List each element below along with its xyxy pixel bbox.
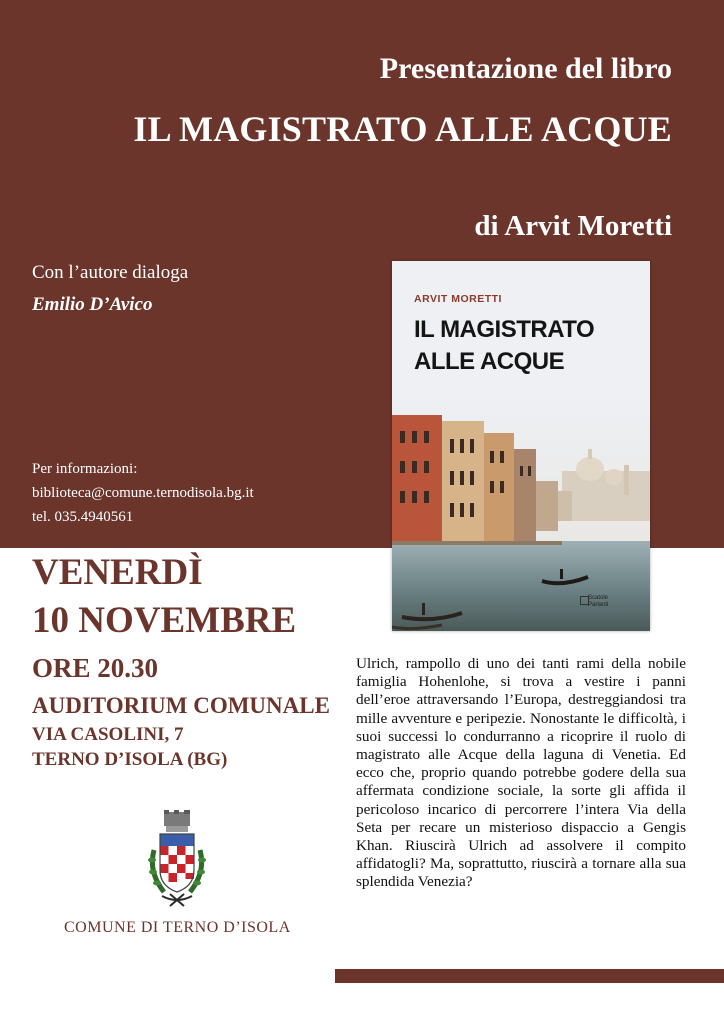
contact-phone[interactable]: tel. 035.4940561 bbox=[32, 509, 134, 525]
venice-canal-painting bbox=[392, 391, 650, 631]
event-date: 10 NOVEMBRE bbox=[32, 600, 297, 641]
municipality-name: COMUNE DI TERNO D’ISOLA bbox=[64, 919, 291, 936]
municipal-crest-icon bbox=[144, 810, 210, 910]
event-day: VENERDÌ bbox=[32, 552, 203, 593]
contact-info bbox=[32, 457, 254, 529]
book-cover-title-line2: ALLE ACQUE bbox=[414, 348, 565, 375]
author-heading: di Arvit Moretti bbox=[474, 210, 672, 242]
contact-email[interactable]: biblioteca@comune.ternodisola.bg.it bbox=[32, 485, 254, 501]
event-kicker: Presentazione del libro bbox=[379, 52, 672, 85]
publisher-line1: Scatole bbox=[588, 595, 609, 601]
dialogue-label: Con l’autore dialoga bbox=[32, 262, 189, 283]
event-time: ORE 20.30 bbox=[32, 653, 159, 683]
event-address-street: VIA CASOLINI, 7 bbox=[32, 724, 184, 745]
book-cover-title-line1: IL MAGISTRATO bbox=[414, 316, 595, 343]
event-address-town: TERNO D’ISOLA (BG) bbox=[32, 749, 228, 770]
bottom-decorative-bar bbox=[335, 969, 724, 983]
book-cover-author: ARVIT MORETTI bbox=[414, 293, 502, 305]
publisher-name bbox=[588, 595, 608, 609]
event-venue: AUDITORIUM COMUNALE bbox=[32, 693, 330, 718]
book-synopsis: Ulrich, rampollo di uno dei tanti rami della nobile famiglia Hohenlohe, si trova a vestire i panni dell’eroe attraversando l’Europa, destreggiandosi tra mille avventure e peripezie. Nonostante le difficoltà, i suoi successi lo condurranno a ricoprire il ruolo di magistrato alle Acque della laguna di Venetia. Ed ecco che, proprio quando potrebbe godere della sua affermata condizione sociale, la sorte gli affida il pericoloso incarico di percorrere l’intera Via della Seta per recare un misterioso dispaccio a Gengis Khan. Riuscirà Ulrich ad assolvere il compito affidatogli? Ma, soprattutto, riuscirà a tornare alla sua splendida Venezia? bbox=[356, 655, 686, 891]
publisher-line2: Parlanti bbox=[588, 602, 609, 608]
book-cover bbox=[392, 261, 650, 631]
book-title-heading: IL MAGISTRATO ALLE ACQUE bbox=[133, 109, 672, 149]
dialogue-name: Emilio D’Avico bbox=[32, 294, 153, 315]
contact-label: Per informazioni: bbox=[32, 461, 138, 477]
